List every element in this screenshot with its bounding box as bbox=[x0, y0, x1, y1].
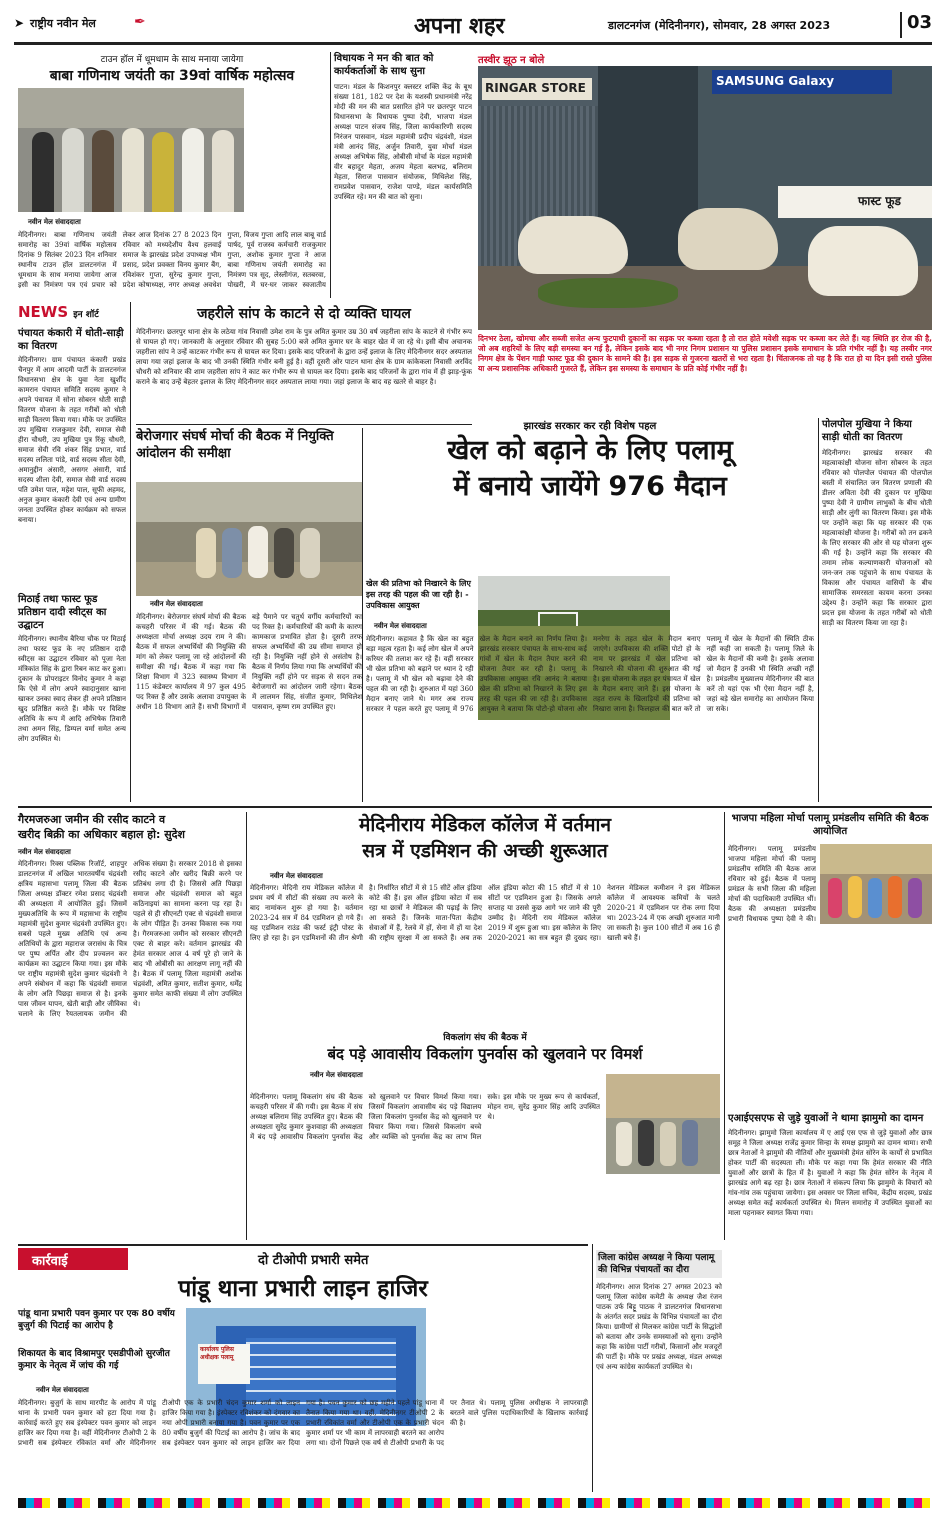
story-body: मेदिनीनगर। पलामू प्रमंडलीय भाजपा महिला मोर्चा की पलामू प्रमंडलीय समिति की बैठक आज रविवार को हुई। बैठक में पलामू प्रमंडल के सभी जिला की महिला मोर्चा की पदाधिकारी उपस्थित थीं। बैठक की अध्यक्षता प्रमंडलीय प्रभारी विधायक पुष्पा देवी ने की। bbox=[728, 845, 816, 923]
subhead-2: शिकायत के बाद विश्रामपुर एसडीपीओ सुरजीत कुमार के नेतृत्व में जांच की गई bbox=[18, 1349, 170, 1371]
pull-quote: खेल की प्रतिभा को निखारने के लिए इस तरह की पहल की जा रही है। - उपविकास आयुक्त bbox=[366, 579, 471, 610]
story-headline-2: सत्र में एडमिशन की अच्छी शुरूआत bbox=[362, 840, 608, 862]
story-bhajpa-mahila bbox=[728, 812, 932, 1108]
story-gairmajurua bbox=[18, 812, 242, 1240]
section-rule-low bbox=[18, 1244, 588, 1246]
shop-sign-samsung: SAMSUNG Galaxy bbox=[712, 70, 892, 94]
story-snake bbox=[136, 304, 472, 422]
bureau-line: नवीन मेल संवाददाता bbox=[28, 218, 81, 226]
story-body: मेदिनीनगर। बाबा गणिनाथ जयंती समारोह का 39वां वार्षिक महोत्सव दिनांक 9 सितंबर 2023 दिन शनिवार स्थानीय टाउन हॉल डालटनगंज में धूमधाम के साथ मनाया जायेगा आज इसी का निमंत्रण पत्र एवं प्रचार को लेकर आज दिनांक 27 8 2023 दिन रविवार को मध्यदेशीय वैश्य हलवाई समाज के झारखंड प्रदेश उपाध्यक्ष भीम प्रसाद, प्रदेश प्रवक्ता विनय कुमार बैंग, रविशंकर गुप्ता, सुरेन्द्र कुमार गुप्ता, प्रदेश कोषाध्यक्ष, नगर अध्यक्ष अवधेश गुप्ता, विजय गुप्ता आदि लाल बाबू वार्ड पार्षद, पूर्व राजस्व कर्मचारी राजकुमार गुप्ता, अशोक कुमार गुप्ता ने आज बाबा गणिनाथ जयंती समारोह का निमंत्रण पत्र सूद, लेस्लीगंज, सतबरवा, पोखरी, में घर-घर जाकर स्वजातीय bbox=[18, 231, 326, 289]
column-rule-1 bbox=[330, 52, 331, 298]
story-congress bbox=[596, 1250, 722, 1492]
bird-logo-icon: ➤ bbox=[14, 16, 25, 30]
story-viklang bbox=[250, 1030, 720, 1182]
meeting-photo bbox=[136, 482, 362, 596]
brief-2-body: मेदिनीनगर। स्थानीय बैरिया चौक पर मिठाई तथा फास्ट फूड के नए प्रतिष्ठान दादी स्वीट्स का उद्घाटन रविवार को पूजा नेता मंत्रिकांत सिंह के द्वारा रिबन काट कर हुआ। दुकान के प्रोपराइटर विनोद कुमार ने कहा कि ऐसे में लोग अपने स्वादानुसार खाना खाकर उनका स्वाद लेकर ही अपने प्रतिष्ठान खुद प्रतिष्ठित करते हैं। मौके पर विशिष्ट अतिथि के रूप में आदि अभिषेक तिवारी तथा अमन सिंह, डिम्पल वर्मा समेत अन्य लोग उपस्थित थे। bbox=[18, 635, 126, 743]
bureau-line: नवीन मेल संवाददाता bbox=[18, 848, 71, 856]
story-headline: पोलपोल मुखिया ने किया साड़ी धोती का वितरण bbox=[822, 419, 912, 443]
shop-sign-ringar: RINGAR STORE bbox=[482, 78, 592, 100]
story-kicker: विकलांग संघ की बैठक में bbox=[443, 1033, 527, 1043]
cow-2 bbox=[678, 208, 778, 270]
story-headline: विधायक ने मन की बात को कार्यकर्ताओं के साथ सुना bbox=[334, 53, 434, 77]
paper-name: राष्ट्रीय नवीन मेल bbox=[30, 17, 96, 30]
street-cattle-photo bbox=[478, 66, 932, 330]
story-body: मेदिनीनगर। झामुमो जिला कार्यालय में ए आई एस एफ से जुड़े युवाओं और छात्र समूह ने जिला अध्यक्ष राजेंद्र कुमार सिन्हा के समक्ष झामुमो का दामन थामा। सभी छात्र नेताओं ने झामुमो की नीतियों और मुख्यमंत्री हेमंत सोरेन के कार्यों से प्रभावित होकर पार्टी की सदस्यता ली। मौके पर कहा गया कि हेमंत सरकार की नीति युवाओं और छात्रों के हित में है। युवाओं ने कहा कि हेमंत सोरेन के नेतृत्व में झारखंड आगे बढ़ रहा है। छात्र नेताओं ने संकल्प लिया कि झामुमो के विचारों को गांव-गांव तक पहुंचाया जायेगा। इस अवसर पर जिला सचिव, केंद्रीय सदस्य, प्रखंड अध्यक्ष समेत कई कार्यकर्ता उपस्थित थे। मिलन समारोह में उपस्थित युवाओं का माला पहनाकर स्वागत किया गया। bbox=[728, 1129, 932, 1217]
story-bjp bbox=[334, 52, 472, 298]
story-headline: जिला कांग्रेस अध्यक्ष ने किया पलामू की विभिन्न पंचायतों का दौरा bbox=[596, 1250, 722, 1278]
column-rule-3 bbox=[362, 428, 363, 802]
story-headline-1: खेल को बढ़ाने के लिए पलामू bbox=[447, 435, 733, 466]
dateline: डालटनगंज (मेदिनीनगर), सोमवार, 28 अगस्त 2023 bbox=[608, 19, 831, 32]
section-title: अपना शहर bbox=[414, 14, 505, 39]
story-body: पाटन। मंडल के किशनपुर क्लस्टर शक्ति केंद्र के बूथ संख्या 181, 182 पर देश के यशस्वी प्रधानमंत्री नरेंद्र मोदी की मन की बात प्रसारित होने पर छतरपुर पाटन विधानसभा के विधायक पुष्पा देवी, भाजपा मंडल अध्यक्ष पाटन संजय सिंह, जिला कार्यकारिणी सदस्य निरंजन पासवान, मंडल महामंत्री प्रदीप चंद्रवंशी, मंडल मंत्री आनंद सिंह, अर्जुन तिवारी, युवा मोर्चा मंडल अध्यक्ष अभिषेक सिंह, ओबीसी मोर्चा के मंडल महामंत्री वीर बहादुर मेहता, अजय मेहता बलभद्र, बलिराम मेहता, सिराज पासवान संयोजक, मिथिलेश सिंह, रामप्रवेश पासवान, राजेश पाण्डे, मंडल कार्यसमिति उपस्थित रहे। मन की बात को सुना। bbox=[334, 83, 472, 201]
section-label: कार्रवाई bbox=[18, 1248, 128, 1270]
group-photo bbox=[18, 88, 244, 212]
story-body: मेदिनीनगर। छतरपुर थाना क्षेत्र के लठेया गांव निवासी उमेश राम के पुत्र अमित कुमार उम्र 30 वर्ष जहरीला सांप के काटने से गंभीर रूप से घायल हो गए। जानकारी के अनुसार रविवार की सुबह 5:00 बजे अमित कुमार घर के बाहर खेत में जा रहे थे। इसी बीच अचानक जहरीला सांप ने उन्हें काटकर गंभीर रूप से घायल कर दिया। इसके बाद परिजनों के द्वारा उन्हें इलाज के लिए मेदिनीनगर सदर अस्पताल लाया गया जहां इलाज के बाद भी उनकी स्थिति गंभीर बनी हुई है। वहीं दूसरी ओर पाटन थाना क्षेत्र के ग्राम कांकेकला निवासी अरविंद चौधरी को शनिवार की शाम जहरीला सांप ने काट कर गंभीर रूप से घायल कर दिया। इसके बाद परिजनों के द्वारा गांव में ही झाड़-फूंक कराने के बाद उन्हें बेहतर इलाज के लिए मेदिनीनगर सदर अस्पताल लाया गया। जहां इलाज के बाद वह खतरे से बाहर है। bbox=[136, 328, 472, 386]
story-headline: बंद पड़े आवासीय विकलांग पुनर्वास को खुलवाने पर विमर्श bbox=[327, 1045, 643, 1063]
brief-2-headline: मिठाई तथा फास्ट फूड प्रतिष्ठान दादी स्वीट्स का उद्घाटन bbox=[18, 594, 107, 631]
bureau-line: नवीन मेल संवाददाता bbox=[270, 872, 323, 880]
story-headline: पांडू थाना प्रभारी लाइन हाजिर bbox=[178, 1276, 428, 1302]
story-kicker: झारखंड सरकार कर रही विशेष पहल bbox=[523, 421, 657, 432]
page-number: 03 bbox=[907, 12, 933, 33]
story-body: मेदिनीनगर। आज दिनांक 27 अगस्त 2023 को पलामू जिला कांग्रेस कमेटी के अध्यक्ष जैश रंजन पाठक उर्फ बिट्टू पाठक ने डालटनगंज विधानसभा के अंतर्गत सदर प्रखंड के विभिन्न पंचायतों का दौरा किया। ग्रामीणों से मिलकर कांग्रेस पार्टी के सिद्धांतों को बताया और उनके समस्याओं को सुना। उन्होंने कहा कि कांग्रेस पार्टी गरीबों, किसानों और मजदूरों की पार्टी है। मौके पर प्रखंड अध्यक्ष, मंडल अध्यक्ष एवं अन्य कांग्रेस कार्यकर्ता उपस्थित थे। bbox=[596, 1283, 722, 1371]
pen-icon: ✒ bbox=[134, 14, 146, 30]
story-maidan bbox=[366, 418, 814, 802]
building-sign: कार्यालय पुलिस अधीक्षक पलामू bbox=[198, 1344, 250, 1384]
story-headline-2: खरीद बिक्री का अधिकार बहाल हो: सुदेश bbox=[18, 828, 185, 841]
story-berojgar bbox=[136, 428, 362, 802]
column-rule-5 bbox=[246, 812, 247, 1240]
story-medical bbox=[250, 812, 720, 1026]
story-ganinath bbox=[18, 52, 326, 298]
page-number-divider bbox=[900, 12, 902, 38]
story-body: मेदिनीनगर। मेदिनी राय मेडिकल कॉलेज में प्रथम वर्ष में सीटों की संख्या तय करने के बाद नामांकन शुरू हो गया है। वर्तमान 2023-24 सत्र में 84 एडमिशन हो गये हैं। यह एडमिशन राउंड की फर्स्ट इंट्री पोस्ट के लिए हो रहा है। इन एडमिशनों की तीन श्रेणी है। निर्धारित सीटों में से 15 सीटें ऑल इंडिया कोटे की हैं। इस ऑल इंडिया कोटा में सब रहा था छात्रों ने मेडिकल की पढ़ाई के लिए आ सकते हैं। जिनके माता-पिता केंद्रीय सेवाओं में हैं, रेलवे में हों, सेना में हों या देश की राष्ट्रीय सुरक्षा में आ सकते हैं। अब तक ऑल इंडिया कोटा की 15 सीटों में से 10 सीटों पर एडमिशन हुआ है। जिसके अगले सप्ताह या उससे कुछ आगे भर जाने की पूरी उम्मीद है। मेदिनी राय मेडिकल कॉलेज 2019 में शुरू हुआ था। इस कॉलेज के लिए 2020-2021 का सत्र बहुत ही दुखद रहा। नेशनल मेडिकल कमीशन ने इस मेडिकल कॉलेज में आवश्यक कमियों के चलते 2020-21 में एडमिशन पर रोक लगा दिया था। 2023-24 में एक अच्छी शुरुआत मानी जा सकती है। कुल 100 सीटों में अब 16 ही खाली बचे हैं। bbox=[250, 884, 720, 942]
story-headline-1: गैरमजरुआ जमीन की रसीद काटने व bbox=[18, 813, 166, 826]
story-body: मेदिनीनगर। रिक्स पब्लिक रिजॉर्ट, शाहपुर डालटनगंज में अखिल भारतवर्षीय चंद्रवंशी क्षत्रिय महासभा पलामू जिला की बैठक जिला अध्यक्ष डॉक्टर रमेश प्रसाद चंद्रवंशी की अध्यक्षता में आयोजित हुई। जिसमें मुख्यअतिथि के रूप में महासभा के राष्ट्रीय महामंत्री सुदेश कुमार चंद्रवंशी उपस्थित हुए। सबसे पहले मुख्य अतिथि एवं अन्य अतिथियों के द्वारा महाराज जरासंध के चित्र पर पुष्प अर्पित और दीप प्रज्वलन कर कार्यक्रम का उद्घाटन किया गया। इस मौके पर राष्ट्रीय महामंत्री सुदेश कुमार चंद्रवंशी ने अपने संबोधन में कहा कि चंद्रवंशी समाज के लोग अति पिछड़ा समाज से है। इनके पास जीवन यापन, खेती बाड़ी और जीविका चलाने के लिए रैयतलायक जमीन की अधिक संख्या है। सरकार 2018 से इसका रसीद काटने और खरीद बिक्री करने पर प्रतिबंध लगा दी है। जिससे अति पिछड़ा समाज और चंद्रवंशी समाज को बहुत कठिनाइयां का सामना करना पड़ रहा है। पहले से ही सीएनटी एक्ट से चंद्रवंशी समाज के लोग पीड़ित हैं। उनका विकास रुक गया है। गैरमजरुआ जमीन को सरकार सीएनटी एक्ट से बाहर करे। वर्तमान झारखंड की हेमंत सरकार आज 4 वर्ष पूरे हो जाने के बाद भी ओबीसी का आरक्षण लागू नहीं की है। बैठक में पलामू जिला महामंत्री अशोक चंद्रवंशी, अमित कुमार, सतीश कुमार, धर्मेंद्र कुमार समेत काफी संख्या में लोग उपस्थित थे। bbox=[18, 860, 242, 1018]
brief-1-headline: पंचायत कंकारी में धोती-साड़ी का वितरण bbox=[18, 328, 124, 352]
story-headline: बेरोजगार संघर्ष मोर्चा की बैठक में नियुक्ति आंदोलन की समीक्षा bbox=[136, 429, 334, 461]
story-body: मेदिनीनगर। पलामू विकलांग संघ की बैठक कचहरी परिसर में की गयी। इस बैठक में संघ अध्यक्ष बलिराम सिंह उपस्थित हुए। बैठक की अध्यक्षता सुरेंद्र कुमार कुशवाहा की अध्यक्षता में बंद पड़े आवासीय विकलांग पुनर्वास केंद्र को खुलवाने पर विचार विमर्श किया गया। जिसमें विकलांग आवासीय बंद पड़े विद्यालय जिला विकलांग पुनर्वास केंद्र को खुलवाने पर विचार किया गया। जिससे विकलांग बच्चे और व्यक्ति को पुनर्वास केंद्र का लाभ मिल सके। इस मौके पर मुख्य रूप से कार्यकर्ता, मोहन राम, सुरेंद्र कुमार सिंह आदि उपस्थित थे। bbox=[250, 1093, 600, 1141]
story-headline-2: में बनाये जायेंगे 976 मैदान bbox=[453, 471, 727, 502]
bureau-line: नवीन मेल संवाददाता bbox=[150, 600, 203, 608]
story-body: मेदिनीनगर। कहावत है कि खेल का बहुत बड़ा महत्व रहता है। कई लोग खेल में अपने करियर की तलाश कर रहे हैं। वहीं सरकार भी खेल प्रतिभा को बढ़ाने पर ध्यान दे रही है। पलामू में भी खेल को बढ़ावा देने की पहल की जा रही है। शुरुआत में यहां 360 मैदान बनाए जाने थे। मगर अब राज्य सरकार ने पहल करते हुए पलामू में 976 खेल के मैदान बनाने का निर्णय लिया है। झारखंड सरकार पंचायत के साथ-साथ कई गांवों में खेल के मैदान तैयार करने की योजना तैयार कर रही है। पलामू के उपविकास आयुक्त रवि आनंद ने बताया खेल की प्रतिभा को निखारने के लिए इस तरह की पहल की जा रही है। उपविकास आयुक्त ने बताया कि पोटो-हो योजना और मनरेगा के तहत खेल के मैदान बनाए जाएंगे। उपविकास की शक्ति पोटो हो के नाम पर झारखंड में खेल प्रतिभा को निखारने की योजना की शुरुआत की गई है। इस योजना के तहत हर पंचायत में खेल के मैदान बनाए जाने हैं। इस योजना के तहत राज्य के खिलाड़ियों की प्रतिभा को निखारा जाना है। फिलहाल की बात करें तो पलामू में खेल के मैदानों की स्थिति ठीक नहीं कही जा सकती है। पलामू जिले के खेल के मैदानों की कमी है। इसके अलावा जो मैदान हैं उनकी भी स्थिति अच्छी नहीं है। प्रमंडलीय मुख्यालय मेदिनीनगर की बात करें तो यहां एक भी ऐसा मैदान नहीं है, जहां बड़े खेल समारोह का आयोजन किया जा सके। bbox=[366, 635, 814, 713]
viklang-meeting-photo bbox=[606, 1074, 720, 1174]
mahila-meeting-photo bbox=[820, 844, 932, 924]
cow-1 bbox=[518, 216, 628, 274]
story-headline: जहरीले सांप के काटने से दो व्यक्ति घायल bbox=[197, 306, 411, 322]
story-body: मेदिनीनगर। बेरोजगार संघर्ष मोर्चा की बैठक कचहरी परिसर में की गई। बैठक की अध्यक्षता मोर्चा अध्यक्ष उदय राम ने की। बैठक में सफल अभ्यर्थियों की नियुक्ति की मांग को लेकर पलामू जा रहे आंदोलनों की समीक्षा की गई। बैठक में कहा गया कि शिक्षा विभाग में 323 स्वास्थ्य विभाग में 115 कंडेक्टर कार्यालय में 97 कुल 495 पद रिक्त हैं और उसके अलावा उपायुक्त के अधीन 18 विभाग आते हैं। सभी विभागों में बड़े पैमाने पर चतुर्थ वर्गीय कर्मचारियों का पद रिक्त है। कर्मचारियों की कमी के कारण कामकाज प्रभावित होता है। दूसरी तरफ सफल अभ्यर्थियों की उम्र सीमा समाप्त हो रही है। नियुक्ति नहीं होने से असंतोष है। बैठक में निर्णय लिया गया कि अभ्यर्थियों की नियुक्ति नहीं होने पर सड़क से सदन तक बेरोजगारों का आंदोलन जारी रहेगा। बैठक में लालमन सिंह, संजीत कुमार, मिथिलेश पासवान, कृष्ण राम उपस्थित हुए। bbox=[136, 613, 362, 711]
news-label: NEWS bbox=[18, 303, 69, 321]
brief-1-body: मेदिनीनगर। ग्राम पंचायत कंकारी प्रखंड चैनपुर में आम आदमी पार्टी के डालटनगंज विधानसभा क्षेत्र के युवा नेता खुर्शीद कामरान पंचायत समिति सदस्य कुमार ने अपने पंचायत में सोना सोबरन धोती साड़ी वितरण योजना के तहत गरीबों को धोती साड़ी वितरण किया गया। मौके पर उपस्थित उप मुखिया राजकुमार देवी, समाज सेवी हीरा चौधरी, उप मुखिया पुत्र रिंकू चौधरी, समाज सेवी रवि शंकर सिंह प्रभात, वार्ड सदस्य ललिता पांडे, वार्ड सदस्य सीता देवी, अमानुद्दीन अंसारी, असगर अंसारी, वार्ड सदस्य शीला देवी, समाज सेवी वार्ड सदस्य पति उमेश पाल, महेश पाल, सूफी अहमद, अनुज कुमार कंकारी देवी एवं अन्य ग्रामीण जनता उपस्थित होकर कार्यक्रम को सफल बनाया। bbox=[18, 356, 126, 524]
story-headline: एआईएसएफ से जुड़े युवाओं ने थामा झामुमो का दामन bbox=[728, 1113, 924, 1124]
column-rule-7 bbox=[592, 1244, 593, 1492]
section-rule-mid bbox=[18, 806, 932, 808]
shop-sign-fastfood: फास्ट फूड bbox=[858, 194, 901, 208]
bureau-line: नवीन मेल संवाददाता bbox=[374, 622, 427, 630]
story-headline-1: मेदिनीराय मेडिकल कॉलेज में वर्तमान bbox=[358, 814, 611, 836]
photo-caption: दिनभर ठेला, खोमचा और सब्जी सजेत अन्य फुटपाथी दुकानों का सड़क पर कब्जा रहता है तो रात होते मवेशी सड़क पर कब्जा कर लेते हैं। यह स्थिति हर रोज की है, जो अब शहरियों के लिए बड़ी समस्या बन गई है, लेकिन इसके बाद भी नगर निगम प्रशासन या पुलिस प्रशासन इसके समाधान के प्रति गंभीर नहीं है। यह तस्वीर नगर निगम क्षेत्र के पेंशन गाड़ी फास्ट फूड की दुकान के सामने की है। इस सड़क से गुजरना खतरों से भरा रहता है। चिंताजनक तो यह है कि रात हो या दिन इसी रास्ते पुलिस या अन्य प्रशासनिक अधिकारी गुजरते हैं, लेकिन इस समस्या के समाधान के प्रति कोई गंभीर नहीं है। bbox=[478, 334, 932, 373]
bureau-line: नवीन मेल संवाददाता bbox=[310, 1071, 363, 1079]
story-polpol bbox=[822, 418, 932, 802]
story-kicker: टाउन हॉल में धूमधाम के साथ मनाया जायेगा bbox=[100, 55, 244, 65]
story-ajsu bbox=[728, 1112, 932, 1240]
subhead-1: पांडू थाना प्रभारी पवन कुमार पर एक 80 वर्षीय बुजुर्ग की पिटाई का आरोप है bbox=[18, 1309, 175, 1331]
cow-3 bbox=[808, 226, 918, 296]
story-thana bbox=[18, 1248, 588, 1492]
story-headline: भाजपा महिला मोर्चा पलामू प्रमंडलीय समिति की बैठक आयोजित bbox=[731, 813, 929, 837]
fast-label: इन शॉर्ट bbox=[73, 310, 99, 320]
column-rule-6 bbox=[724, 812, 725, 1240]
story-body: मेदिनीनगर। बुजुर्ग के साथ मारपीट के आरोप में पांडू थाना के प्रभारी पवन कुमार को हटा दिया गया है। कार्रवाई करते हुए सब इंस्पेक्टर पवन कुमार को लाइन हाजिर कर दिया गया है। वहीं मेदिनीनगर टीओपी 2 के प्रभारी सब इंस्पेक्टर रविकांत वर्मा और मेदिनीनगर टीओपी एक के प्रभारी चंदन कुमार शर्मा को लाइन हाजिर किया गया है। इंस्पेक्टर रविशंकर को दंगवार का नया ओपी प्रभारी बनाया गया है। पवन कुमार पर एक 80 वर्षीय बुजुर्ग की पिटाई का आरोप है। जांच के बाद सब इंस्पेक्टर पवन कुमार को लाइन हाजिर कर दिया गया है। पवन कुमार को छह महीने पहले पांडू थाना में तैनात किया गया था। वहीं, मेदिनीनगर टीओपी 2 के प्रभारी रविकांत वर्मा और टीओपी एक के प्रभारी चंदन कुमार शर्मा पर भी काम में लापरवाही बरतने का आरोप लगा था। दोनों पिछले एक वर्ष से टीओपी प्रभारी के पद पर तैनात थे। पलामू पुलिस अधीक्षक ने लापरवाही बरतने वाले पुलिस पदाधिकारियों के खिलाफ कार्रवाई की है। bbox=[18, 1399, 588, 1447]
bureau-line: नवीन मेल संवाददाता bbox=[36, 1386, 89, 1394]
news-brief bbox=[18, 302, 126, 802]
masthead-rule bbox=[14, 42, 932, 45]
column-rule-2 bbox=[130, 302, 131, 802]
story-kicker: दो टीओपी प्रभारी समेत bbox=[258, 1253, 369, 1268]
story-headline: बाबा गणिनाथ जयंती का 39वां वार्षिक महोत्सव bbox=[49, 68, 295, 84]
photo-story bbox=[478, 52, 932, 412]
column-rule-4 bbox=[818, 418, 819, 802]
registration-strip bbox=[18, 1498, 932, 1508]
photo-kicker: तस्वीर झूठ न बोले bbox=[478, 55, 545, 66]
story-body: मेदिनीनगर। झारखंड सरकार की महत्वाकांक्षी योजना सोना सोबरन के तहत रविवार को पोलपोल पंचायत की पोलपोल बस्ती में संचालित जन वितरण प्रणाली की डीलर अविता देवी की दुकान पर मुखिया पुष्पा देवी ने ग्रामीण लाभुकों के बीच धोती साड़ी और लुंगी का वितरण किया। इस मौके पर उन्होंने कहा कि यह सरकार की एक महत्वाकांक्षी योजना है। गरीबों को तन ढकने के लिए सरकार की ओर से यह योजना शुरू की गई है। उन्होंने कहा कि सरकार की तमाम लोक कल्याणकारी योजनाओं को जन-जन तक पहुंचाने के साथ पंचायत के विकास और पंचायत वासियों के बीच सामाजिक समरसता कायम करना उनका उद्देश्य है। उन्होंने कहा कि सरकार द्वारा प्रदत्त इस योजना के तहत गरीबों को धोती साड़ी का वितरण किया जा रहा है। bbox=[822, 449, 932, 627]
